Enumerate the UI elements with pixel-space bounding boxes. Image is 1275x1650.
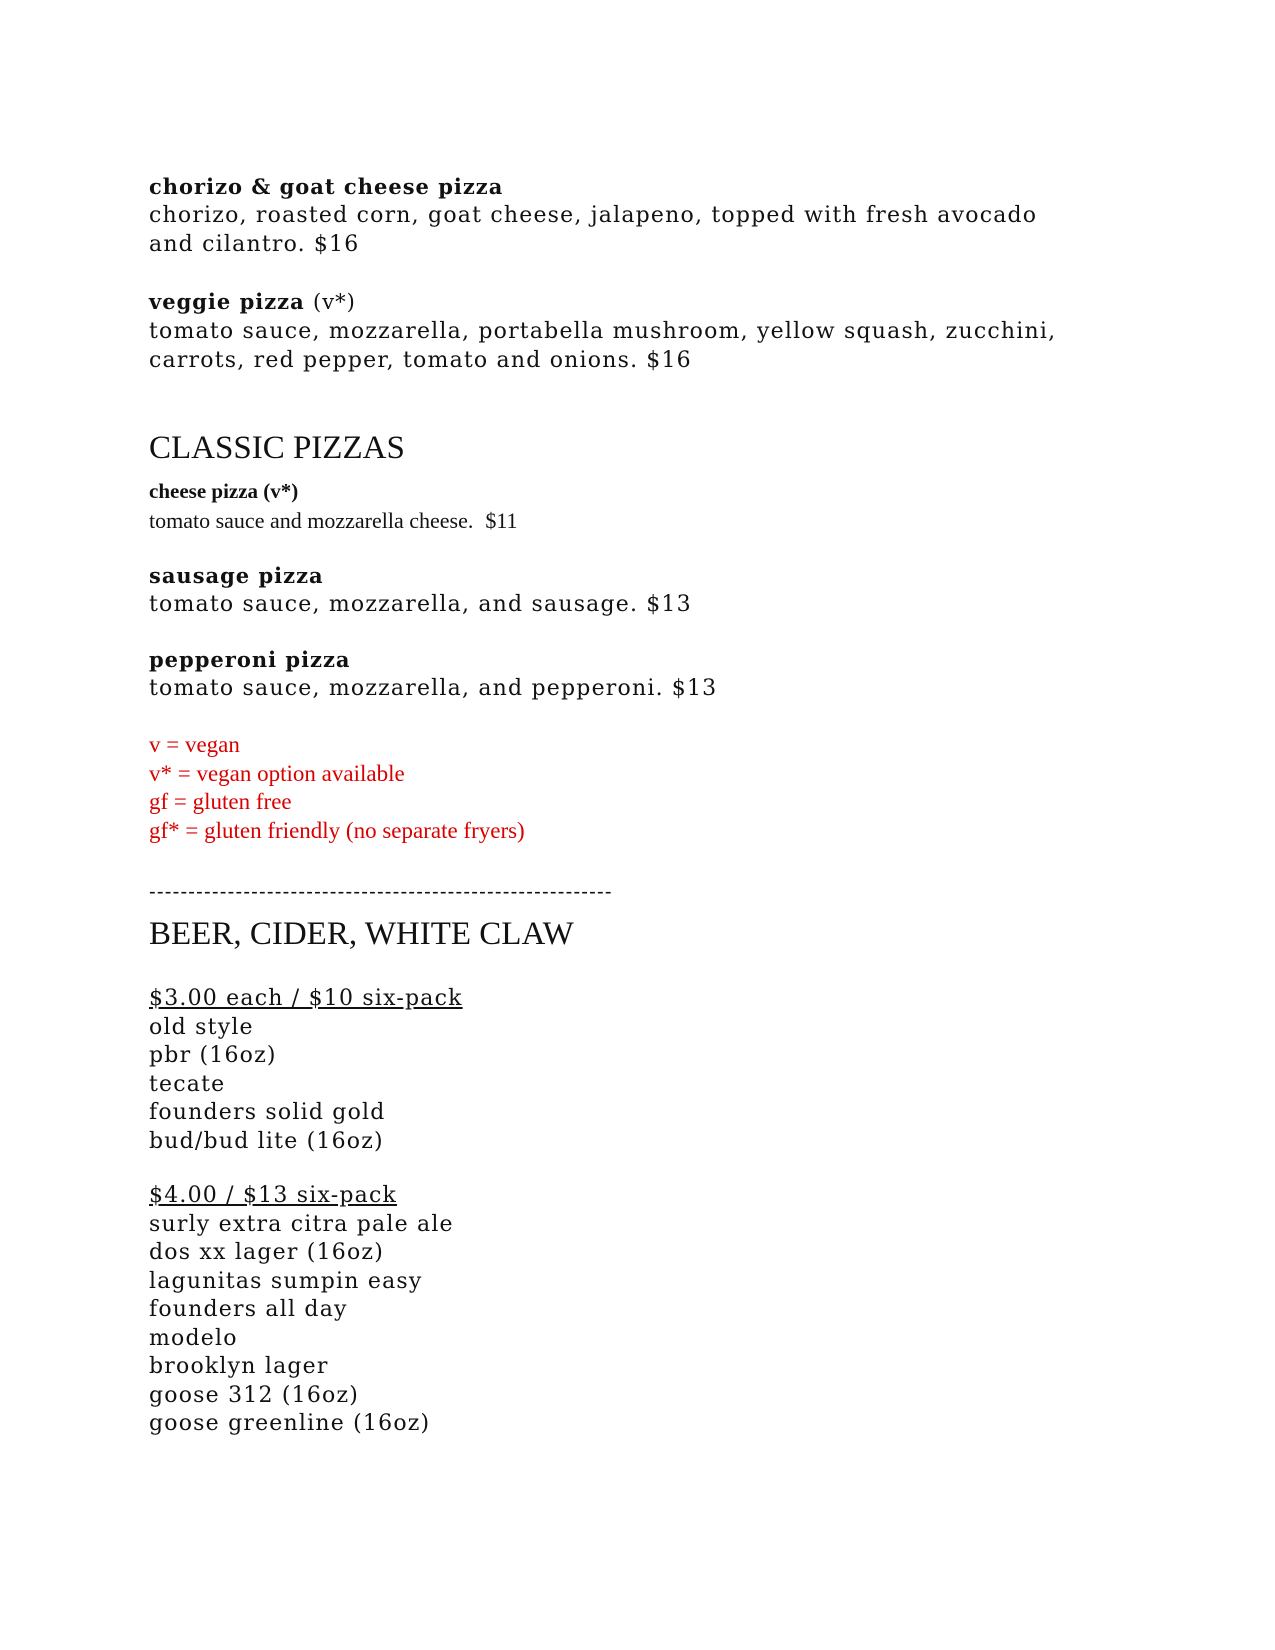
section-heading-classic-pizzas: CLASSIC PIZZAS — [149, 430, 405, 466]
beer-list — [149, 1211, 1149, 1439]
legend-item: v = vegan — [149, 732, 240, 757]
beer-item: pbr (16oz) — [149, 1043, 277, 1068]
beer-item: goose 312 (16oz) — [149, 1382, 360, 1408]
beer-item: founders solid gold — [149, 1100, 386, 1125]
item-name: cheese pizza (v*) — [149, 479, 299, 503]
price-tier-group — [149, 1182, 1149, 1439]
beer-item: old style — [149, 1014, 254, 1040]
beer-item: lagunitas sumpin easy — [149, 1268, 423, 1294]
item-description: tomato sauce and mozzarella cheese. $11 — [149, 508, 518, 533]
item-price: $11 — [485, 508, 518, 533]
item-price: $13 — [646, 592, 692, 617]
menu-item-chorizo-goat-cheese-pizza — [149, 172, 1149, 259]
item-price: $16 — [646, 348, 692, 373]
menu-item-cheese-pizza — [149, 477, 1149, 535]
beer-item: goose greenline (16oz) — [149, 1411, 431, 1436]
beer-item: founders all day — [149, 1297, 348, 1322]
price-tier-label: $3.00 each / $10 six-pack — [149, 986, 463, 1011]
beer-item: dos xx lager (16oz) — [149, 1240, 384, 1265]
price-tier-label: $4.00 / $13 six-pack — [149, 1183, 397, 1208]
beer-item: surly extra citra pale ale — [149, 1211, 454, 1237]
section-divider: ----------------------------------------------------------- — [149, 881, 613, 903]
item-price: $13 — [671, 676, 718, 701]
beer-item: modelo — [149, 1325, 238, 1351]
item-price: $16 — [313, 232, 360, 257]
menu-page — [149, 172, 1149, 1439]
item-description — [149, 317, 1149, 375]
section-heading-beer-cider-white-claw: BEER, CIDER, WHITE CLAW — [149, 916, 574, 952]
beer-list — [149, 1014, 1149, 1157]
item-description-line: carrots, red pepper, tomato and onions. — [149, 348, 639, 373]
beer-item: tecate — [149, 1071, 226, 1097]
legend-item: gf = gluten free — [149, 789, 292, 814]
item-name: veggie pizza — [149, 289, 305, 314]
item-description — [149, 201, 1149, 259]
item-description: tomato sauce, mozzarella, and sausage. $13 — [149, 592, 692, 617]
item-description: tomato sauce, mozzarella, and pepperoni. $13 — [149, 676, 718, 701]
item-dietary-note: (v*) — [313, 290, 356, 314]
price-tier-group — [149, 985, 1149, 1156]
item-description-line: chorizo, roasted corn, goat cheese, jalapeno, topped with fresh avocado — [149, 203, 1038, 228]
item-name: chorizo & goat cheese pizza — [149, 174, 504, 199]
beer-item: bud/bud lite (16oz) — [149, 1128, 384, 1154]
legend-item: v* = vegan option available — [149, 760, 405, 786]
menu-item-pepperoni-pizza — [149, 645, 1149, 703]
menu-item-sausage-pizza — [149, 561, 1149, 619]
item-description-line: and cilantro. — [149, 232, 306, 257]
item-description-line: tomato sauce, mozzarella, portabella mushroom, yellow squash, zucchini, — [149, 319, 1057, 344]
legend-item: gf* = gluten friendly (no separate fryers) — [149, 817, 525, 843]
dietary-legend — [149, 731, 1149, 845]
item-name: sausage pizza — [149, 563, 324, 588]
item-name: pepperoni pizza — [149, 647, 351, 672]
menu-item-veggie-pizza — [149, 287, 1149, 375]
beer-item: brooklyn lager — [149, 1354, 329, 1379]
